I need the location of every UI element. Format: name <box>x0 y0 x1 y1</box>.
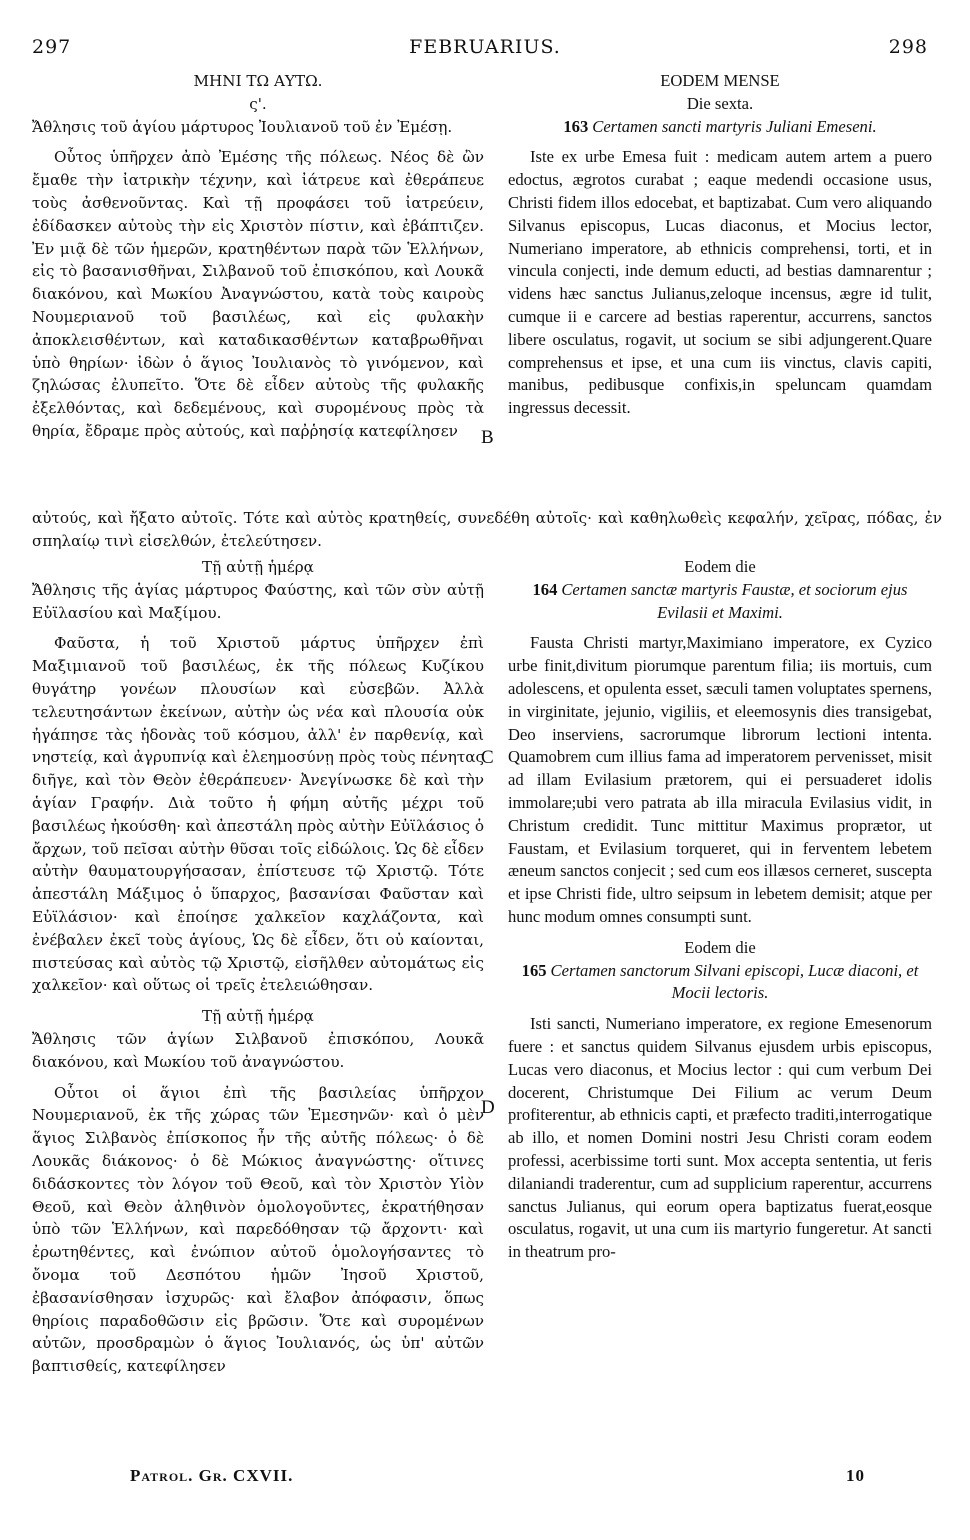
page-number-right: 298 <box>888 36 928 58</box>
margin-marker-c: C <box>481 747 494 768</box>
margin-marker-b: B <box>481 427 494 448</box>
latin-s3-heading: Eodem die <box>684 937 756 957</box>
latin-s2-heading: Eodem die <box>684 557 756 576</box>
latin-s2-text: Fausta Christi martyr,Maximiano imperatore, ex Cyzico urbe finit,divitum piorumque parentum filia; iis mortuis, cum adolescens, et opulenta esset, sæculi tamen voluptates spernens, in virginitate, jejunio, vigiliis, et eleemosynis dies transigebat, Deo inserviens, sacrorumque librorum lectioni intenta. Quamobrem cum illius fama ad imperatorem pervenisset, misit ad illam Evilasium prætorem, qui ei persuaderet idolis immolare;ubi vero patrata ab illa miracula Evilasius vidit, in Christum credidit. Tunc mittitur Maximus proprætor, ut Faustam, et Evilasium torqueret, qui in ferventem lebetem æneum sanctos conjecit ; sed cum eos illæsos cerneret, suscepta et ipse Christi fide, ultro seipsum in lebetem demisit; atque per hunc modum omnes consumpti sunt. <box>508 633 932 926</box>
footer-volume: Patrol. Gr. CXVII. <box>130 1466 294 1485</box>
latin-s1-title-line <box>508 116 932 139</box>
running-title: FEBRUARIUS. <box>409 36 561 58</box>
page-number-left: 297 <box>32 36 72 58</box>
footer-signature: 10 <box>846 1466 865 1485</box>
latin-column <box>508 70 932 420</box>
latin-s1-title: Certamen sancti martyris Juliani Emeseni. <box>592 116 877 136</box>
greek-column <box>32 70 484 443</box>
latin-s3-text: Isti sancti, Numeriano imperatore, ex regione Emesenorum fuere : et sanctus quidem Silvanus ejusdem urbis episcopus, Lucas vero diaconus, et Mocius lector : qui cum verbum Dei docerent, Christumque Dei Filium ac verum Deum profiterentur, ab ethnicis capti, et præfecto traditi,interrogatique ab illo, et nomen Domini nostri Jesu Christi coram eodem professi, acerbissime torti sunt. Mox accepta sententia, ut feris dilaniandi traderentur, cum ad supplicium raperentur, accurrens sanctus Julianus, qui eorum opera baptizatus fuerat,eosque osculatus, rogavit, ut una cum iis martyrio fungeretur. At sancti in theatrum pro- <box>508 1014 932 1262</box>
latin-s3-title-line <box>508 960 932 1006</box>
greek-s3-title: Ἄθλησις τῶν ἁγίων Σιλβανοῦ ἐπισκόπου, Λουκᾶ διακόνου, καὶ Μωκίου τοῦ ἀναγνώστου. <box>32 1029 484 1071</box>
greek-column-lower <box>32 556 484 1378</box>
latin-s2-title-line <box>508 579 932 625</box>
latin-s3-title: Certamen sanctorum Silvani episcopi, Lucæ diaconi, et Mocii lectoris. <box>550 960 919 1003</box>
margin-marker-d: D <box>481 1097 495 1118</box>
section-number: 164 <box>532 579 558 599</box>
greek-s1-text: Οὗτος ὑπῆρχεν ἀπὸ Ἐμέσης τῆς πόλεως. Νέος δὲ ὢν ἔμαθε τὴν ἰατρικὴν τέχνην, καὶ ἰάτρευε καὶ ἐθεράπευε τοὺς ἀσθενοῦντας. Καὶ τῇ προφάσει τοῦ ἰατρεύειν, ἐδίδασκεν αὐτοὺς τὴν εἰς Χριστὸν πίστιν, καὶ ἐβάπτιζεν. Ἐν μιᾷ δὲ τῶν ἡμερῶν, κρατηθέντων παρὰ τῶν Ἑλλήνων, εἰς τὸ βασανισθῆναι, Σιλβανοῦ τοῦ ἐπισκόπου, καὶ Λουκᾶ διακόνου, καὶ Μωκίου Ἀναγνώστου, κατὰ τοὺς καιροὺς Νουμεριανοῦ τοῦ βασιλέως, καὶ εἰς φυλακὴν ἀποκλεισθέντων, καὶ καταδικασθέντων καταβρωθῆναι ὑπὸ θηρίων· ἰδὼν ὁ ἅγιος Ἰουλιανὸς τὸ γινόμενον, καὶ ζηλώσας ἐλυπεῖτο. Ὅτε δὲ εἶδεν αὐτοὺς τῆς φυλακῆς ἐξελθόντας, καὶ δεδεμένους, καὶ συρομένους πρὸς τὰ θηρία, ἔδραμε πρὸς αὐτούς, καὶ παῤῥησίᾳ κατεφίλησεν <box>32 148 484 440</box>
latin-s2-title: Certamen sanctæ martyris Faustæ, et sociorum ejus Evilasii et Maximi. <box>561 579 908 622</box>
greek-s2-text: Φαῦστα, ἡ τοῦ Χριστοῦ μάρτυς ὑπῆρχεν ἐπὶ Μαξιμιανοῦ τοῦ βασιλέως, ἐκ τῆς πόλεως Κυζίκου θυγάτηρ γονέων πλουσίων καὶ εὐσεβῶν. Ἀλλὰ τελευτησάντων ἐκείνων, αὐτὴν ὡς νέα καὶ πλουσία οὐκ ἠγάπησε τὰς ἡδονὰς τοῦ κόσμου, ἀλλ' ἐν παρθενίᾳ, καὶ νηστείᾳ, καὶ ἀγρυπνίᾳ καὶ ἐλεημοσύνῃ πρὸς τοὺς πένητας διῆγε, καὶ τὸν Θεὸν ἐθεράπευεν· Ἀνεγίνωσκε δὲ καὶ τὴν ἁγίαν Γραφήν. Διὰ τοῦτο ἡ φήμη αὐτῆς μέχρι τοῦ βασιλέως ἠκούσθη· καὶ ἀπεστάλη πρὸς αὐτὴν Εὐϊλάσιος ὁ ἄρχων, τοῦ πεῖσαι αὐτὴν θῦσαι τοῖς εἰδώλοις. Ὡς δὲ εἶδεν αὐτὴν θαυματουργήσασαν, ἐπίστευσε τῷ Χριστῷ. Τότε ἀπεστάλη Μάξιμος ὁ ὕπαρχος, βασανίσαι Φαῦσταν καὶ Εὐϊλάσιον· καὶ ἐποίησε χαλκεῖον καχλάζοντα, καὶ ἐνέβαλεν ἐκεῖ τοὺς ἁγίους, Ὡς δὲ εἶδεν, ὅτι οὐ καίονται, πιστεύσας καὶ αὐτὸς τῷ Χριστῷ, εἰσῆλθεν αὐτομάτως εἰς χαλκεῖον· καὶ οὕτως οἱ τρεῖς ἐτελειώθησαν. <box>32 634 484 995</box>
latin-month-heading: EODEM MENSE <box>660 71 780 90</box>
greek-s2-title: Ἄθλησις τῆς ἁγίας μάρτυρος Φαύστης, καὶ τῶν σὺν αὐτῇ Εὐϊλασίου καὶ Μαξίμου. <box>32 580 484 622</box>
latin-day-heading: Die sexta. <box>686 93 754 113</box>
greek-month-heading: ΜΗΝΙ ΤΩ ΑΥΤΩ. <box>193 72 323 90</box>
greek-s3-heading: Τῇ αὐτῇ ἡμέρᾳ <box>202 1007 314 1026</box>
latin-column-lower <box>508 556 932 1264</box>
section-number: 163 <box>563 116 589 136</box>
greek-day-heading: ς'. <box>249 94 267 113</box>
greek-s3-text: Οὗτοι οἱ ἅγιοι ἐπὶ τῆς βασιλείας ὑπῆρχον Νουμεριανοῦ, ἐκ τῆς χώρας τῶν Ἐμεσηνῶν· καὶ ὁ μὲν ἅγιος Σιλβανὸς ἐπίσκοπος ἦν τῆς αὐτῆς πόλεως· ὁ δὲ Λουκᾶς διάκονος· ὁ δὲ Μώκιος ἀναγνώστης· οἵτινες διδάσκοντες τὸν λόγον τοῦ Θεοῦ, καὶ τὸν Χριστὸν Υἱὸν Θεοῦ, καὶ Θεὸν ἀληθινὸν ὁμολογοῦντες, ἐκρατήθησαν ὑπὸ τῶν Ἑλλήνων, καὶ παρεδόθησαν τῷ ἄρχοντι· καὶ ἐρωτηθέντες, καὶ ἐνώπιον αὐτοῦ ὁμολογήσαντες τὸ ὄνομα τοῦ Δεσπότου ἡμῶν Ἰησοῦ Χριστοῦ, ἐβασανίσθησαν ἰσχυρῶς· καὶ ἔλαβον ἀπόφασιν, ὅπως θηρίοις παραδοθῶσιν εἰς βρῶσιν. Ὅτε καὶ συρομένων αὐτῶν, προσδραμὼν ὁ ἅγιος Ἰουλιανός, ὡς ὑπ' αὐτῶν βαπτισθείς, κατεφίλησεν <box>32 1083 484 1376</box>
greek-s1-title: Ἄθλησις τοῦ ἁγίου μάρτυρος Ἰουλιανοῦ τοῦ ἐν Ἐμέσῃ. <box>32 117 453 136</box>
latin-s1-text: Iste ex urbe Emesa fuit : medicam autem artem a puero edoctus, ægrotos curabat ; eaque medendi occasione usus, Christi fidem illos edocebat, et baptizabat. Cum vero aliquando Silvanus episcopus, Lucas diaconus, et Mocius lector, Numeriano imperatore, ab ethnicis comprehensi, torti, et in vincula conjecti, inde demum educti, ad bestias damnarentur ; videns hæc sanctus Julianus,zeloque incensus, ægre id tulit, cumque ii e carcere ad bestias raperentur, accurrens, sanctos libere osculatus, rogavit, ut socium se sibi adjungerent.Quare comprehensus et ipse, et una cum iis vinctus, clavis capiti, manibus, pedibusque confixis,in speluncam quamdam ingressus decessit. <box>508 147 932 418</box>
greek-wide-line: αὐτούς, καὶ ἤξατο αὐτοῖς. Τότε καὶ αὐτὸς κρατηθείς, συνεδέθη αὐτοῖς· καὶ καθηλωθεὶς κεφαλήν, χεῖρας, πόδας, ἐν σπηλαίῳ τινὶ εἰσελθών, ἐτελεύτησεν. <box>32 509 942 550</box>
section-number: 165 <box>521 960 547 980</box>
greek-s2-heading: Τῇ αὐτῇ ἡμέρᾳ <box>202 558 314 576</box>
